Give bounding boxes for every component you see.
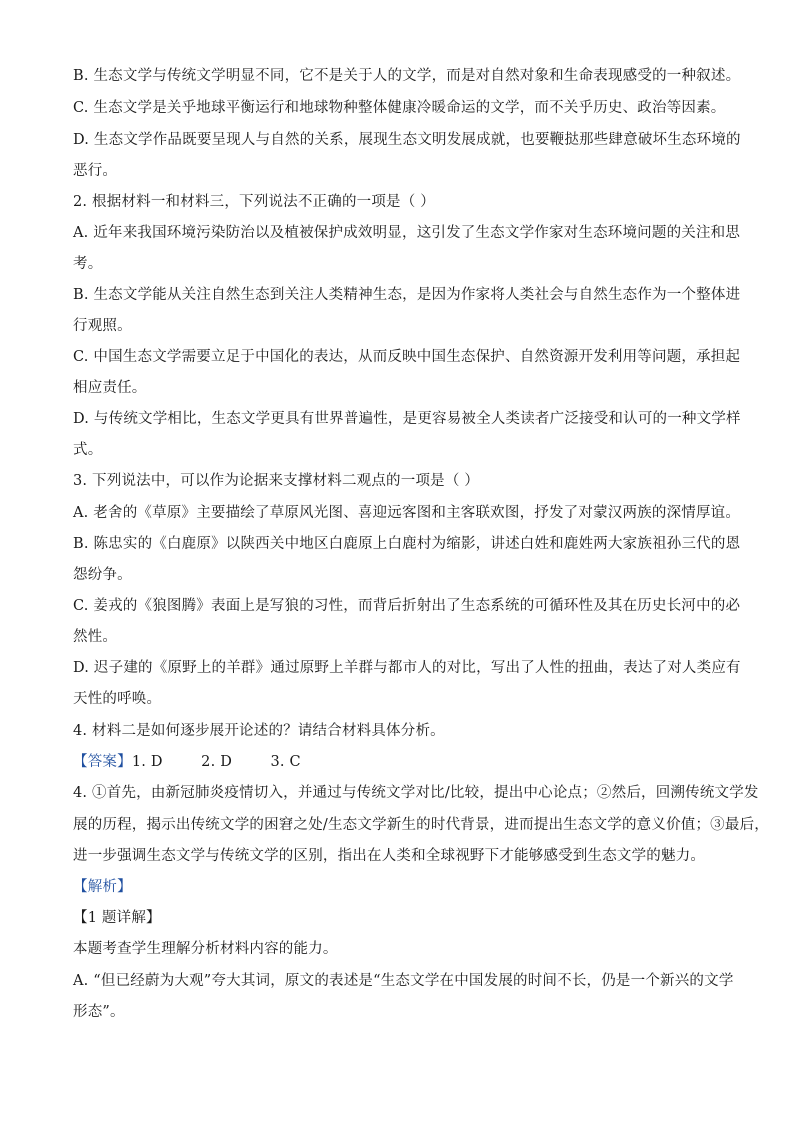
q1-detail-a-cont: 形态”。 xyxy=(73,1004,125,1020)
answer-tag: 【答案】 xyxy=(73,754,132,770)
q2-option-b-cont: 行观照。 xyxy=(73,318,132,334)
q1-detail-heading: 【1 题详解】 xyxy=(73,910,161,926)
answer-4-line-2: 展的历程，揭示出传统文学的困窘之处/生态文学新生的时代背景，进而提出生态文学的意义价值；③最后， xyxy=(73,817,769,833)
q3-option-c-cont: 然性。 xyxy=(73,629,118,645)
option-c-line: C. 生态文学是关乎地球平衡运行和地球物种整体健康冷暖命运的文学，而不关乎历史、政治等因素。 xyxy=(73,100,726,116)
q2-option-c-cont: 相应责任。 xyxy=(73,380,147,396)
q3-option-c: C. 姜戎的《狼图腾》表面上是写狼的习性，而背后折射出了生态系统的可循环性及其在历史长河中的必 xyxy=(73,598,741,614)
answer-4-line-1: 4. ①首先，由新冠肺炎疫情切入，并通过与传统文学对比/比较，提出中心论点；②然后，回溯传统文学发 xyxy=(73,785,759,801)
question-3: 3. 下列说法中，可以作为论据来支撑材料二观点的一项是（ ） xyxy=(73,473,480,489)
question-4: 4. 材料二是如何逐步展开论述的？请结合材料具体分析。 xyxy=(73,723,445,739)
option-b-line: B. 生态文学与传统文学明显不同，它不是关于人的文学，而是对自然对象和生命表现感受的一种叙述。 xyxy=(73,68,741,84)
q2-option-a: A. 近年来我国环境污染防治以及植被保护成效明显，这引发了生态文学作家对生态环境问题的关注和思 xyxy=(73,225,741,241)
q2-option-d-cont: 式。 xyxy=(73,442,103,458)
q1-detail-a: A. “但已经蔚为大观”夸大其词，原文的表述是“生态文学在中国发展的时间不长，仍是一个新兴的文学 xyxy=(73,973,734,989)
q3-option-d: D. 迟子建的《原野上的羊群》通过原野上羊群与都市人的对比，写出了人性的扭曲，表达了对人类应有 xyxy=(73,660,741,676)
q3-option-a: A. 老舍的《草原》主要描绘了草原风光图、喜迎远客图和主客联欢图，抒发了对蒙汉两族的深情厚谊。 xyxy=(73,505,741,521)
q3-option-b-cont: 怨纷争。 xyxy=(73,567,132,583)
q2-option-a-cont: 考。 xyxy=(73,256,103,272)
option-d-line: D. 生态文学作品既要呈现人与自然的关系，展现生态文明发展成就，也要鞭挞那些肆意破坏生态环境的 xyxy=(73,132,741,148)
q3-option-b: B. 陈忠实的《白鹿原》以陕西关中地区白鹿原上白鹿村为缩影，讲述白姓和鹿姓两大家族祖孙三代的恩 xyxy=(73,536,741,552)
q2-option-d: D. 与传统文学相比，生态文学更具有世界普遍性，是更容易被全人类读者广泛接受和认可的一种文学样 xyxy=(73,411,741,427)
option-d-line-cont: 恶行。 xyxy=(73,163,118,179)
question-2: 2. 根据材料一和材料三，下列说法不正确的一项是（ ） xyxy=(73,194,435,210)
q2-option-b: B. 生态文学能从关注自然生态到关注人类精神生态，是因为作家将人类社会与自然生态作为一个整体进 xyxy=(73,287,741,303)
answer-values: 1. D 2. D 3. C xyxy=(131,754,301,770)
analysis-tag: 【解析】 xyxy=(73,879,132,895)
q2-option-c: C. 中国生态文学需要立足于中国化的表达，从而反映中国生态保护、自然资源开发利用等问题，承担起 xyxy=(73,349,741,365)
answer-line xyxy=(73,752,723,772)
q1-detail-intro: 本题考查学生理解分析材料内容的能力。 xyxy=(73,941,338,957)
q3-option-d-cont: 天性的呼唤。 xyxy=(73,691,162,707)
answer-4-line-3: 进一步强调生态文学与传统文学的区别，指出在人类和全球视野下才能够感受到生态文学的魅力。 xyxy=(73,848,706,864)
